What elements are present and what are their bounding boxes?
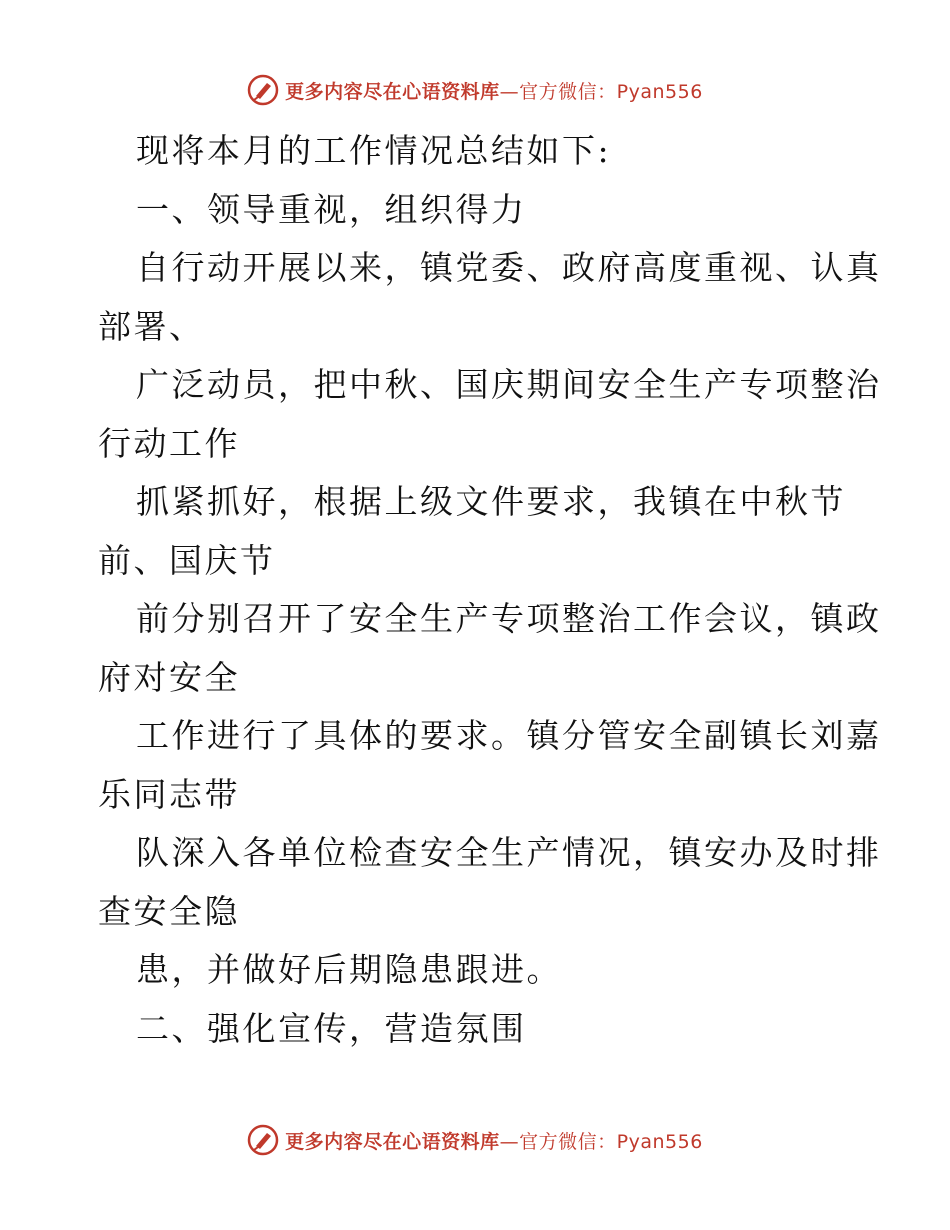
text-line: 乐同志带	[98, 774, 240, 814]
logo-icon	[247, 1124, 279, 1156]
banner-text	[285, 77, 703, 104]
header-banner	[0, 70, 950, 110]
section-heading: 一、领导重视，组织得力	[136, 189, 527, 229]
text-line: 行动工作	[98, 423, 240, 463]
text-line: 府对安全	[98, 657, 240, 697]
text-line: 广泛动员，把中秋、国庆期间安全生产专项整治	[136, 365, 882, 404]
text-line: 自行动开展以来，镇党委、政府高度重视、认真	[136, 248, 882, 287]
text-line: 查安全隐	[98, 891, 240, 931]
text-line: 前、国庆节	[98, 540, 276, 580]
banner-dash: —	[499, 80, 520, 103]
text-line: 工作进行了具体的要求。镇分管安全副镇长刘嘉	[136, 716, 882, 755]
footer-banner	[0, 1120, 950, 1160]
logo-icon	[247, 74, 279, 106]
banner-lead: 更多内容尽在心语资料库	[285, 1130, 500, 1153]
section-heading: 二、强化宣传，营造氛围	[136, 1008, 527, 1048]
text-line: 患，并做好后期隐患跟进。	[136, 950, 562, 989]
banner-dash: —	[499, 1130, 520, 1153]
text-line: 部署、	[98, 306, 205, 346]
text-line: 前分别召开了安全生产专项整治工作会议，镇政	[136, 599, 882, 638]
banner-text	[285, 1127, 703, 1154]
text-line: 现将本月的工作情况总结如下:	[136, 131, 612, 170]
document-body	[98, 122, 882, 1058]
banner-wechat: 官方微信：Pyan556	[519, 80, 703, 103]
banner-lead: 更多内容尽在心语资料库	[285, 80, 500, 103]
text-line: 队深入各单位检查安全生产情况，镇安办及时排	[136, 833, 882, 872]
banner-wechat: 官方微信：Pyan556	[519, 1130, 703, 1153]
text-line: 抓紧抓好，根据上级文件要求，我镇在中秋节	[136, 482, 846, 521]
